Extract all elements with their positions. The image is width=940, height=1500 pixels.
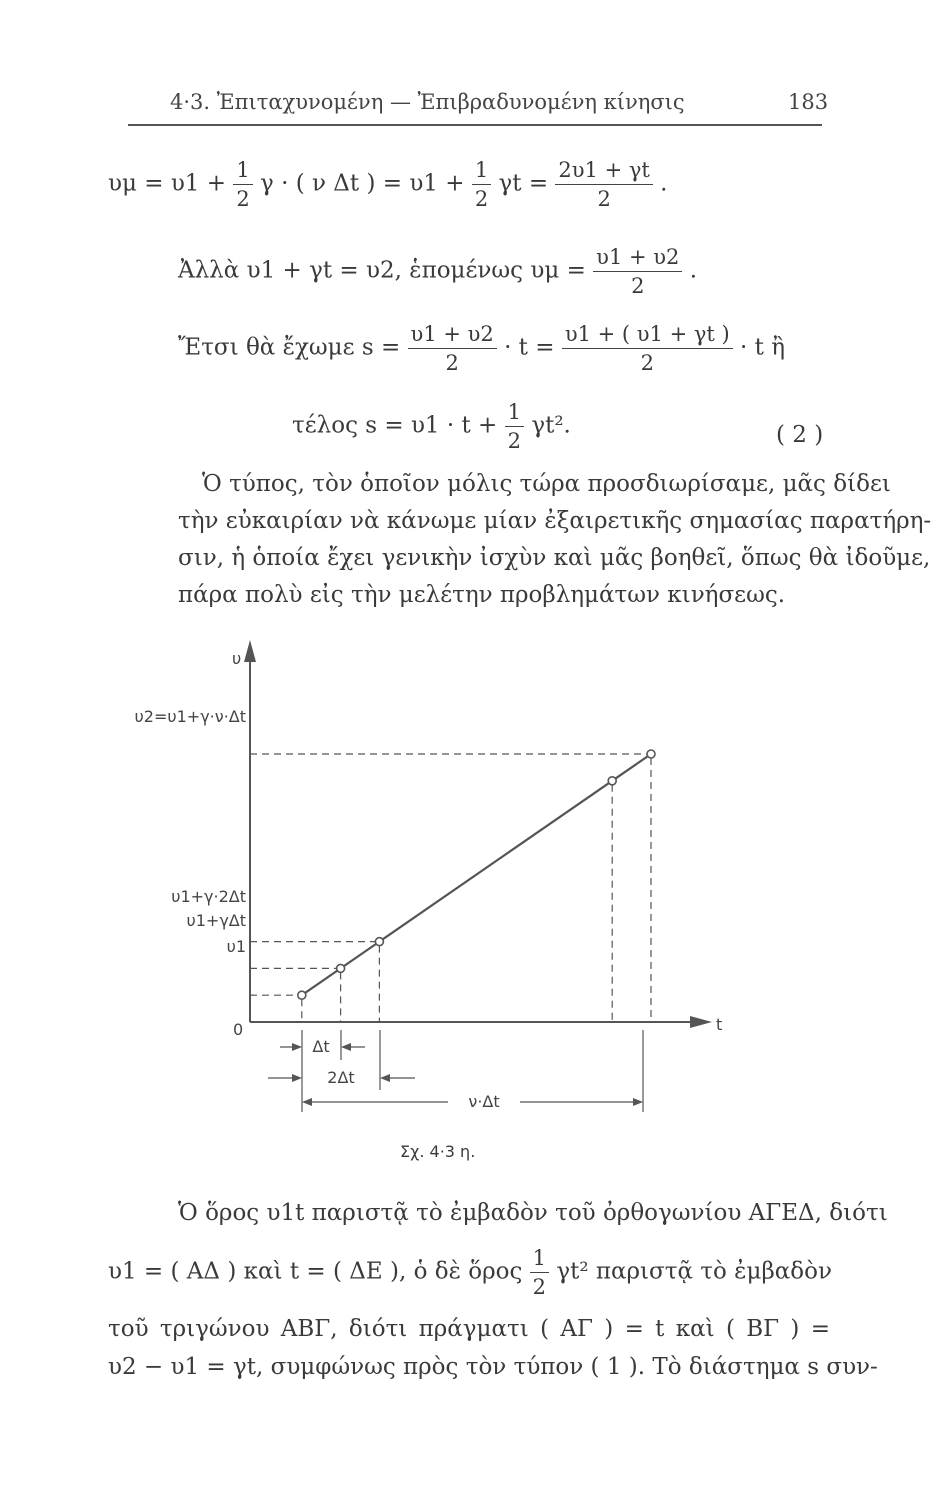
arrow-icon (341, 1043, 351, 1051)
equation-number: ( 2 ) (776, 422, 824, 448)
arrow-icon (292, 1074, 302, 1082)
eq3-mid: · t = (504, 334, 555, 361)
x-axis-label: t (716, 1015, 723, 1034)
paragraph-1-line: Ὁ τύπος, τὸν ὁποῖον μόλις τώρα προσδιωρίσαμε, μᾶς δίδει (202, 471, 891, 497)
arrow-icon (302, 1098, 312, 1106)
eq1-mid2: γt = (498, 170, 549, 197)
x-axis-arrow-icon (690, 1016, 712, 1028)
eq1-end: . (660, 170, 668, 197)
eq1-lhs: υμ = υ1 + (108, 170, 227, 197)
paragraph-2-fraction (530, 1246, 549, 1299)
data-point (337, 964, 345, 972)
eq3-f2-den: 2 (562, 348, 733, 375)
dim-label-dt: Δt (312, 1037, 330, 1056)
velocity-line (302, 754, 651, 995)
eq2-f-num: υ1 + υ2 (596, 245, 680, 269)
label-v1-plus-dt: υ1+γΔt (186, 911, 246, 930)
eq3-text: Ἔτσι θὰ ἔχωμε s = (178, 334, 401, 361)
p2-f-num: 1 (532, 1246, 547, 1270)
eq4-end: γt². (531, 412, 571, 439)
dim-label-vdt: ν·Δt (468, 1092, 500, 1111)
label-v2: υ2=υ1+γ·ν·Δt (134, 707, 246, 726)
p2-f-den: 2 (530, 1272, 549, 1299)
arrow-icon (292, 1043, 302, 1051)
eq2-end: . (689, 257, 697, 284)
y-axis-arrow-icon (244, 640, 256, 662)
running-header: 4·3. Ἐπιταχυνομένη — Ἐπιβραδυνομένη κίνησις (170, 90, 685, 114)
paragraph-2-line-2 (108, 1246, 832, 1299)
dim-label-2dt: 2Δt (327, 1068, 355, 1087)
paragraph-1-line: πάρα πολὺ εἰς τὴν μελέτην προβλημάτων κινήσεως. (178, 582, 786, 608)
data-point (608, 777, 616, 785)
paragraph-2-line-2a: υ1 = ( ΑΔ ) καὶ t = ( ΔΕ ), ὁ δὲ ὅρος (108, 1258, 523, 1285)
eq1-f2-den: 2 (472, 184, 491, 211)
y-axis-label: υ (232, 649, 242, 668)
eq1-mid: γ · ( ν Δt ) = υ1 + (260, 170, 465, 197)
paragraph-2-line-4: υ2 − υ1 = γt, συμφώνως πρὸς τὸν τύπον ( 1 ). Τὸ διάστημα s συν- (108, 1354, 878, 1380)
paragraph-1-line: σιν, ἡ ὁποία ἔχει γενικὴν ἰσχὺν καὶ μᾶς βοηθεῖ, ὅπως θὰ ἰδοῦμε, (178, 545, 931, 571)
eq1-f1-num: 1 (236, 158, 250, 182)
eq3-end: · t ἢ (740, 334, 785, 361)
eq1-f3-den: 2 (555, 184, 652, 211)
arrow-icon (380, 1074, 390, 1082)
data-point (298, 991, 306, 999)
paragraph-2-line-3: τοῦ τριγώνου ΑΒΓ, διότι πράγματι ( ΑΓ ) = t καὶ ( ΒΓ ) = (108, 1316, 830, 1342)
eq4-f-den: 2 (505, 426, 524, 453)
arrow-icon (633, 1098, 643, 1106)
label-v1: υ1 (226, 937, 246, 956)
paragraph-1-line: τὴν εὐκαιρίαν νὰ κάνωμε μίαν ἐξαιρετικῆς σημασίας παρατήρη- (178, 508, 932, 534)
eq2-f-den: 2 (593, 271, 682, 298)
data-point (647, 750, 655, 758)
figure-caption: Σχ. 4·3 η. (400, 1142, 476, 1161)
paragraph-2-line-2b: γt² παριστᾷ τὸ ἐμβαδὸν (556, 1258, 832, 1285)
eq1-f2-num: 1 (474, 158, 489, 182)
eq1-f3-num: 2υ1 + γt (558, 158, 650, 182)
eq3-f1-num: υ1 + υ2 (410, 322, 494, 346)
label-v1-plus-2dt: υ1+γ·2Δt (171, 887, 246, 906)
origin-label: 0 (233, 1020, 244, 1039)
eq2-text: Ἀλλὰ υ1 + γt = υ2, ἑπομένως υμ = (178, 257, 586, 284)
eq4-f-num: 1 (507, 400, 522, 424)
page-number: 183 (788, 90, 829, 114)
eq3-f2-num: υ1 + ( υ1 + γt ) (564, 322, 730, 346)
data-point (375, 938, 383, 946)
eq1-f1-den: 2 (233, 184, 252, 211)
eq3-f1-den: 2 (408, 348, 497, 375)
eq4-text: τέλος s = υ1 · t + (292, 412, 498, 439)
paragraph-2-line-1: Ὁ ὅρος υ1t παριστᾷ τὸ ἐμβαδὸν τοῦ ὀρθογωνίου ΑΓΕΔ, διότι (178, 1200, 888, 1226)
